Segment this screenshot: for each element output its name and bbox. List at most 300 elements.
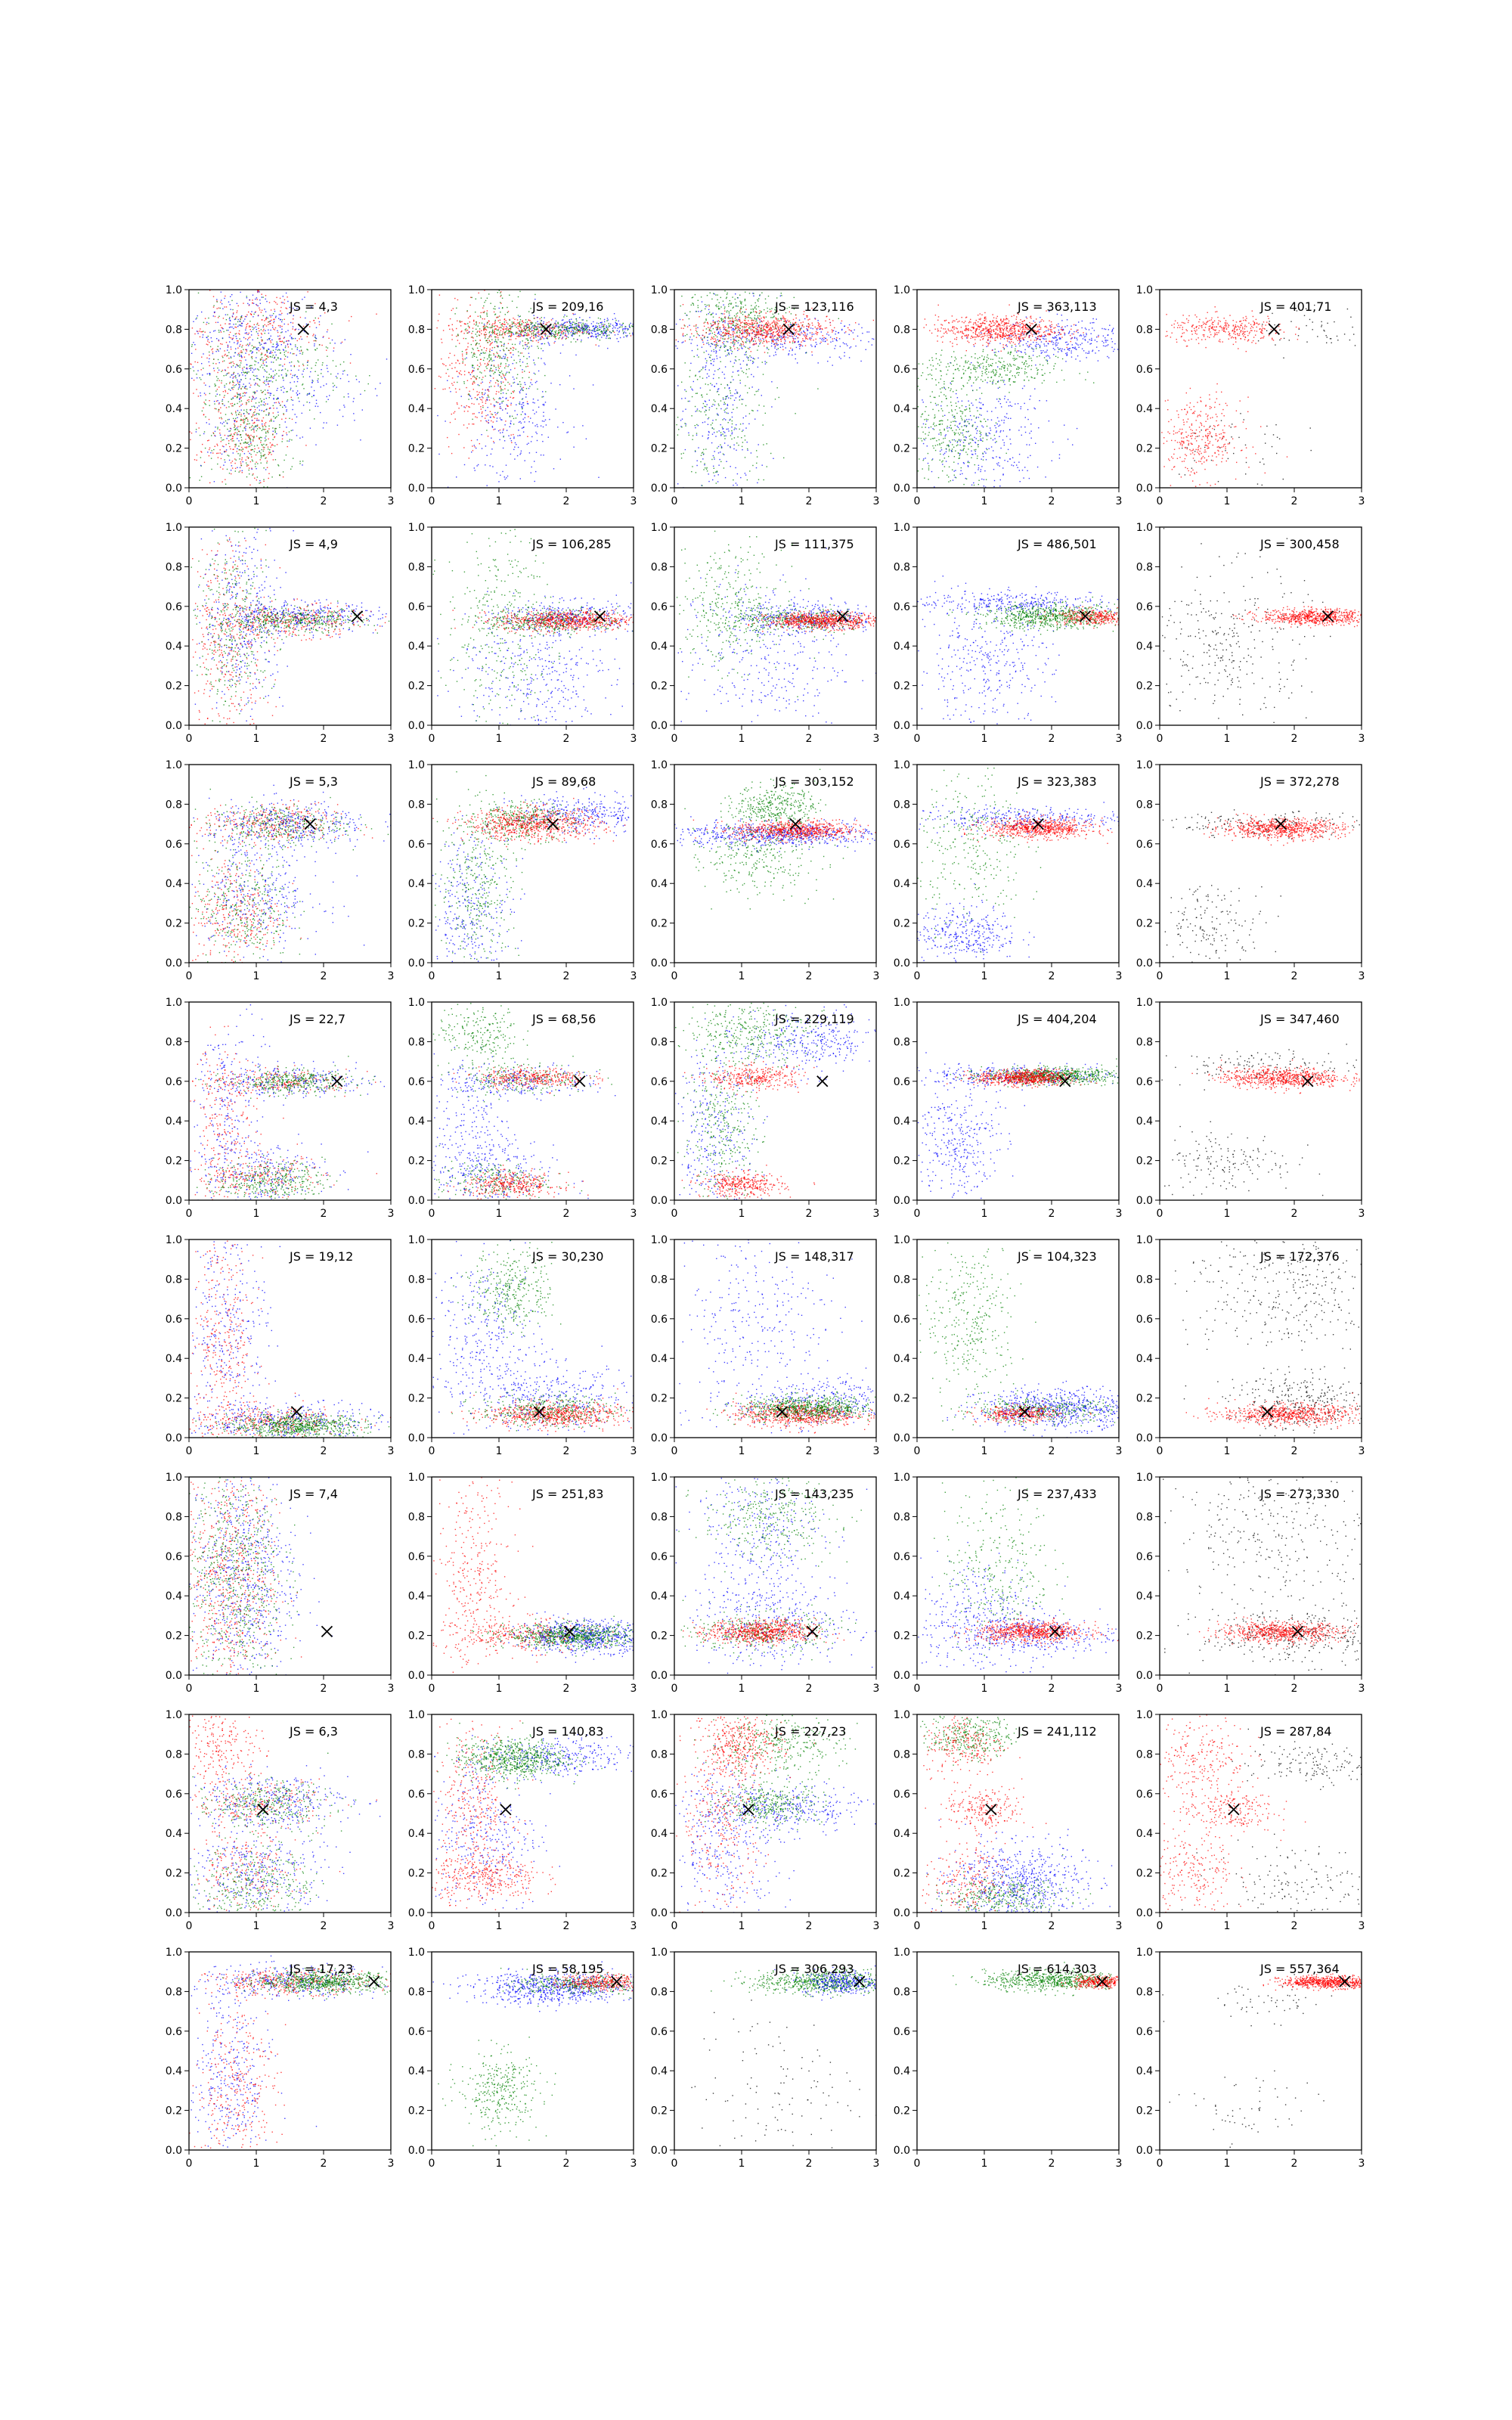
data-point xyxy=(529,327,530,328)
data-point xyxy=(500,372,501,373)
data-point xyxy=(570,327,571,328)
data-point xyxy=(746,339,747,340)
data-point xyxy=(606,327,607,328)
data-point xyxy=(224,350,225,351)
data-point xyxy=(520,452,521,453)
data-point xyxy=(771,308,772,309)
data-point xyxy=(497,335,498,336)
data-point xyxy=(506,373,507,374)
data-point xyxy=(283,349,284,350)
data-point xyxy=(739,328,740,329)
data-point xyxy=(231,413,232,414)
data-point xyxy=(548,343,549,344)
data-point xyxy=(480,315,481,316)
data-point xyxy=(250,365,251,366)
data-point xyxy=(256,390,257,391)
data-point xyxy=(505,408,506,409)
data-point xyxy=(729,311,730,312)
data-point xyxy=(246,324,247,325)
data-point xyxy=(326,383,327,384)
y-tick-label: 1.0 xyxy=(408,284,425,296)
data-point xyxy=(293,353,294,354)
data-point xyxy=(490,345,491,346)
data-point xyxy=(573,338,574,339)
data-point xyxy=(253,303,254,304)
data-point xyxy=(517,333,518,334)
data-point xyxy=(686,334,687,335)
data-point xyxy=(718,394,719,395)
data-point xyxy=(259,480,260,481)
data-point xyxy=(221,458,222,459)
data-point xyxy=(478,464,479,465)
data-point xyxy=(817,320,818,321)
data-point xyxy=(516,362,517,363)
data-point xyxy=(246,409,247,410)
data-point xyxy=(756,450,757,451)
data-point xyxy=(497,412,498,413)
data-point xyxy=(494,405,495,406)
data-point xyxy=(290,469,291,470)
data-point xyxy=(320,412,321,413)
data-point xyxy=(835,331,836,332)
data-point xyxy=(706,328,707,329)
data-point xyxy=(497,317,498,318)
data-point xyxy=(280,314,281,315)
data-point xyxy=(534,481,535,482)
data-point xyxy=(495,339,496,340)
data-point xyxy=(520,478,521,479)
data-point xyxy=(504,319,505,320)
data-point xyxy=(730,392,731,393)
data-point xyxy=(257,323,258,324)
data-point xyxy=(534,294,535,295)
data-point xyxy=(537,332,538,333)
data-point xyxy=(722,428,723,429)
data-point xyxy=(291,439,292,440)
data-point xyxy=(451,383,452,384)
y-tick-label: 0.2 xyxy=(166,443,182,455)
data-point xyxy=(214,383,215,384)
data-point xyxy=(519,421,520,422)
data-point xyxy=(604,319,605,320)
data-point xyxy=(215,390,216,391)
data-point xyxy=(344,370,345,371)
data-point xyxy=(778,348,779,349)
data-point xyxy=(244,415,245,416)
data-point xyxy=(240,397,241,398)
data-point xyxy=(517,383,518,384)
data-point xyxy=(285,331,286,332)
data-point xyxy=(467,323,468,324)
data-point xyxy=(522,411,523,412)
data-point xyxy=(253,347,254,348)
data-point xyxy=(442,363,443,364)
data-point xyxy=(204,392,205,393)
data-point xyxy=(230,382,231,383)
data-point xyxy=(299,393,300,394)
data-point xyxy=(233,452,234,453)
data-point xyxy=(239,387,240,388)
data-point xyxy=(628,329,629,330)
data-point xyxy=(235,412,236,413)
data-point xyxy=(486,340,487,341)
data-point xyxy=(604,335,605,336)
data-point xyxy=(455,388,456,389)
data-point xyxy=(266,398,267,399)
data-point xyxy=(258,335,259,336)
data-point xyxy=(523,348,524,349)
data-point xyxy=(260,367,261,368)
data-point xyxy=(744,354,745,355)
data-point xyxy=(609,337,610,338)
data-point xyxy=(503,328,504,329)
data-point xyxy=(747,448,748,449)
data-point xyxy=(763,444,764,445)
data-point xyxy=(276,297,277,298)
data-point xyxy=(726,329,727,330)
data-point xyxy=(721,446,722,447)
data-point xyxy=(625,326,626,327)
data-point xyxy=(449,387,450,388)
data-point xyxy=(281,321,282,322)
data-point xyxy=(274,311,275,312)
data-point xyxy=(496,391,497,392)
data-point xyxy=(489,336,490,337)
data-point xyxy=(493,416,494,417)
data-point xyxy=(726,412,727,413)
data-point xyxy=(718,465,719,466)
data-point xyxy=(477,332,478,333)
data-point xyxy=(201,357,202,358)
data-point xyxy=(749,342,750,343)
data-point xyxy=(262,330,263,331)
data-point xyxy=(504,440,505,441)
data-point xyxy=(272,434,273,435)
data-point xyxy=(239,338,240,339)
data-point xyxy=(527,334,528,335)
data-point xyxy=(726,461,727,462)
data-point xyxy=(260,360,261,361)
data-point xyxy=(250,350,251,351)
data-point xyxy=(769,355,770,356)
data-point xyxy=(781,295,782,296)
data-point xyxy=(520,352,521,353)
data-point xyxy=(696,311,697,312)
data-point xyxy=(292,419,293,420)
data-point xyxy=(586,331,587,332)
data-point xyxy=(230,430,231,431)
data-point xyxy=(343,361,344,362)
data-point xyxy=(774,347,775,348)
data-point xyxy=(286,351,287,352)
data-point xyxy=(736,331,737,332)
data-point xyxy=(290,365,291,366)
data-point xyxy=(816,344,817,345)
data-point xyxy=(528,334,529,335)
data-point xyxy=(758,306,759,307)
data-point xyxy=(730,347,731,348)
data-point xyxy=(487,397,488,398)
data-point xyxy=(284,358,285,359)
data-point xyxy=(715,294,716,295)
data-point xyxy=(282,365,283,366)
data-point xyxy=(196,318,197,319)
data-point xyxy=(790,333,791,334)
data-point xyxy=(245,359,246,360)
data-point xyxy=(218,316,219,317)
data-point xyxy=(276,402,277,403)
data-point xyxy=(289,431,290,432)
data-point xyxy=(582,425,583,426)
data-point xyxy=(451,310,452,311)
data-point xyxy=(746,340,747,341)
data-point xyxy=(583,328,584,329)
data-point xyxy=(569,375,570,376)
data-point xyxy=(541,343,542,344)
data-point xyxy=(510,397,511,398)
data-point xyxy=(200,331,201,332)
data-point xyxy=(493,429,494,430)
data-point xyxy=(754,318,755,319)
data-point xyxy=(742,314,743,315)
data-point xyxy=(595,331,596,332)
data-point xyxy=(527,324,528,325)
data-point xyxy=(482,407,483,408)
data-point xyxy=(220,452,221,453)
data-point xyxy=(194,459,195,460)
data-point xyxy=(451,453,452,454)
data-point xyxy=(481,372,482,373)
data-point xyxy=(228,431,229,432)
data-point xyxy=(502,389,503,390)
data-point xyxy=(789,336,790,337)
data-point xyxy=(566,432,567,433)
data-point xyxy=(262,346,263,347)
data-point xyxy=(245,378,246,379)
data-point xyxy=(237,426,238,427)
data-point xyxy=(773,316,774,317)
data-point xyxy=(239,431,240,432)
data-point xyxy=(526,394,527,395)
data-point xyxy=(447,380,448,381)
data-point xyxy=(486,334,487,335)
data-point xyxy=(569,319,570,320)
data-point xyxy=(258,315,259,316)
data-point xyxy=(201,451,202,452)
data-point xyxy=(711,442,712,443)
data-point xyxy=(450,391,451,392)
data-point xyxy=(575,333,576,334)
data-point xyxy=(220,308,221,309)
data-point xyxy=(698,334,699,335)
data-point xyxy=(534,425,535,426)
data-point xyxy=(235,318,236,319)
data-point xyxy=(480,399,481,400)
data-point xyxy=(500,327,501,328)
data-point xyxy=(523,336,524,337)
data-point xyxy=(271,352,272,353)
data-point xyxy=(756,391,757,392)
data-point xyxy=(507,389,508,390)
data-point xyxy=(289,441,290,442)
data-point xyxy=(457,299,458,300)
data-point xyxy=(736,442,737,443)
data-point xyxy=(533,360,534,361)
data-point xyxy=(287,370,288,371)
data-point xyxy=(694,356,695,357)
data-point xyxy=(491,339,492,340)
data-point xyxy=(191,378,192,379)
data-point xyxy=(471,398,472,399)
data-point xyxy=(298,370,299,371)
data-point xyxy=(836,339,837,340)
data-point xyxy=(482,397,483,398)
data-point xyxy=(712,404,713,405)
data-point xyxy=(562,422,563,423)
data-point xyxy=(439,295,440,296)
data-point xyxy=(765,413,766,414)
data-point xyxy=(261,329,262,330)
data-point xyxy=(684,423,685,424)
data-point xyxy=(520,336,521,337)
data-point xyxy=(221,371,222,372)
data-point xyxy=(461,396,462,397)
data-point xyxy=(562,326,563,327)
data-point xyxy=(500,364,501,365)
data-point xyxy=(625,333,626,334)
data-point xyxy=(553,334,554,335)
data-point xyxy=(468,372,469,373)
data-point xyxy=(708,417,709,418)
data-point xyxy=(532,340,533,341)
data-point xyxy=(513,418,514,419)
data-point xyxy=(256,375,257,376)
data-point xyxy=(719,368,720,369)
data-point xyxy=(436,327,437,328)
data-point xyxy=(216,453,217,454)
data-point xyxy=(716,482,717,483)
data-point xyxy=(505,363,506,364)
data-point xyxy=(228,406,229,407)
data-point xyxy=(720,434,721,435)
data-point xyxy=(505,378,506,379)
data-point xyxy=(246,412,247,413)
data-point xyxy=(703,403,704,404)
data-point xyxy=(803,334,804,335)
data-point xyxy=(501,378,502,379)
data-point xyxy=(249,427,250,428)
data-point xyxy=(494,325,495,326)
data-point xyxy=(700,387,701,388)
data-point xyxy=(257,428,258,429)
data-point xyxy=(470,297,471,298)
data-point xyxy=(245,338,246,339)
data-point xyxy=(740,308,741,309)
data-point xyxy=(780,318,781,319)
data-point xyxy=(509,339,510,340)
data-point xyxy=(731,412,732,413)
data-point xyxy=(592,330,593,331)
data-point xyxy=(468,406,469,407)
data-point xyxy=(589,317,590,318)
js-annotation: JS = 209,16 xyxy=(531,299,603,314)
data-point xyxy=(558,338,559,339)
data-point xyxy=(205,318,206,319)
data-point xyxy=(734,326,735,327)
data-point xyxy=(544,375,545,376)
data-point xyxy=(601,326,602,327)
data-point xyxy=(461,374,462,375)
data-point xyxy=(240,362,241,363)
data-point xyxy=(286,391,287,392)
data-point xyxy=(237,381,238,382)
data-point xyxy=(529,326,530,327)
data-point xyxy=(245,428,246,429)
data-point xyxy=(494,314,495,315)
data-point xyxy=(745,405,746,406)
data-point xyxy=(581,319,582,320)
data-point xyxy=(224,306,225,307)
data-point xyxy=(224,375,225,376)
data-point xyxy=(214,403,215,404)
data-point xyxy=(543,323,544,324)
data-point xyxy=(281,370,282,371)
data-point xyxy=(716,383,717,384)
data-point xyxy=(519,321,520,322)
data-point xyxy=(273,412,274,413)
data-point xyxy=(529,320,530,321)
data-point xyxy=(520,333,521,334)
data-point xyxy=(257,424,258,425)
data-point xyxy=(239,330,240,331)
data-point xyxy=(507,382,508,383)
data-point xyxy=(538,407,539,408)
data-point xyxy=(518,447,519,448)
data-point xyxy=(279,424,280,425)
data-point xyxy=(725,351,726,352)
data-point xyxy=(269,420,270,421)
data-point xyxy=(544,325,545,326)
data-point xyxy=(360,439,361,440)
data-point xyxy=(287,301,288,302)
data-point xyxy=(286,375,287,376)
data-point xyxy=(718,452,719,453)
data-point xyxy=(479,328,480,329)
data-point xyxy=(746,324,747,325)
data-point xyxy=(268,377,269,378)
data-point xyxy=(485,326,486,327)
data-point xyxy=(538,336,539,337)
data-point xyxy=(520,384,521,385)
data-point xyxy=(738,374,739,375)
data-point xyxy=(295,329,296,330)
data-point xyxy=(519,291,520,292)
data-point xyxy=(494,331,495,332)
data-point xyxy=(494,371,495,372)
data-point xyxy=(266,355,267,356)
data-point xyxy=(698,425,699,426)
data-point xyxy=(770,317,771,318)
data-point xyxy=(734,362,735,363)
data-point xyxy=(456,328,457,329)
data-point xyxy=(503,350,504,351)
data-point xyxy=(733,345,734,346)
data-point xyxy=(723,341,724,342)
data-point xyxy=(566,327,567,328)
data-point xyxy=(505,374,506,375)
data-point xyxy=(265,429,266,430)
data-point xyxy=(193,342,194,343)
